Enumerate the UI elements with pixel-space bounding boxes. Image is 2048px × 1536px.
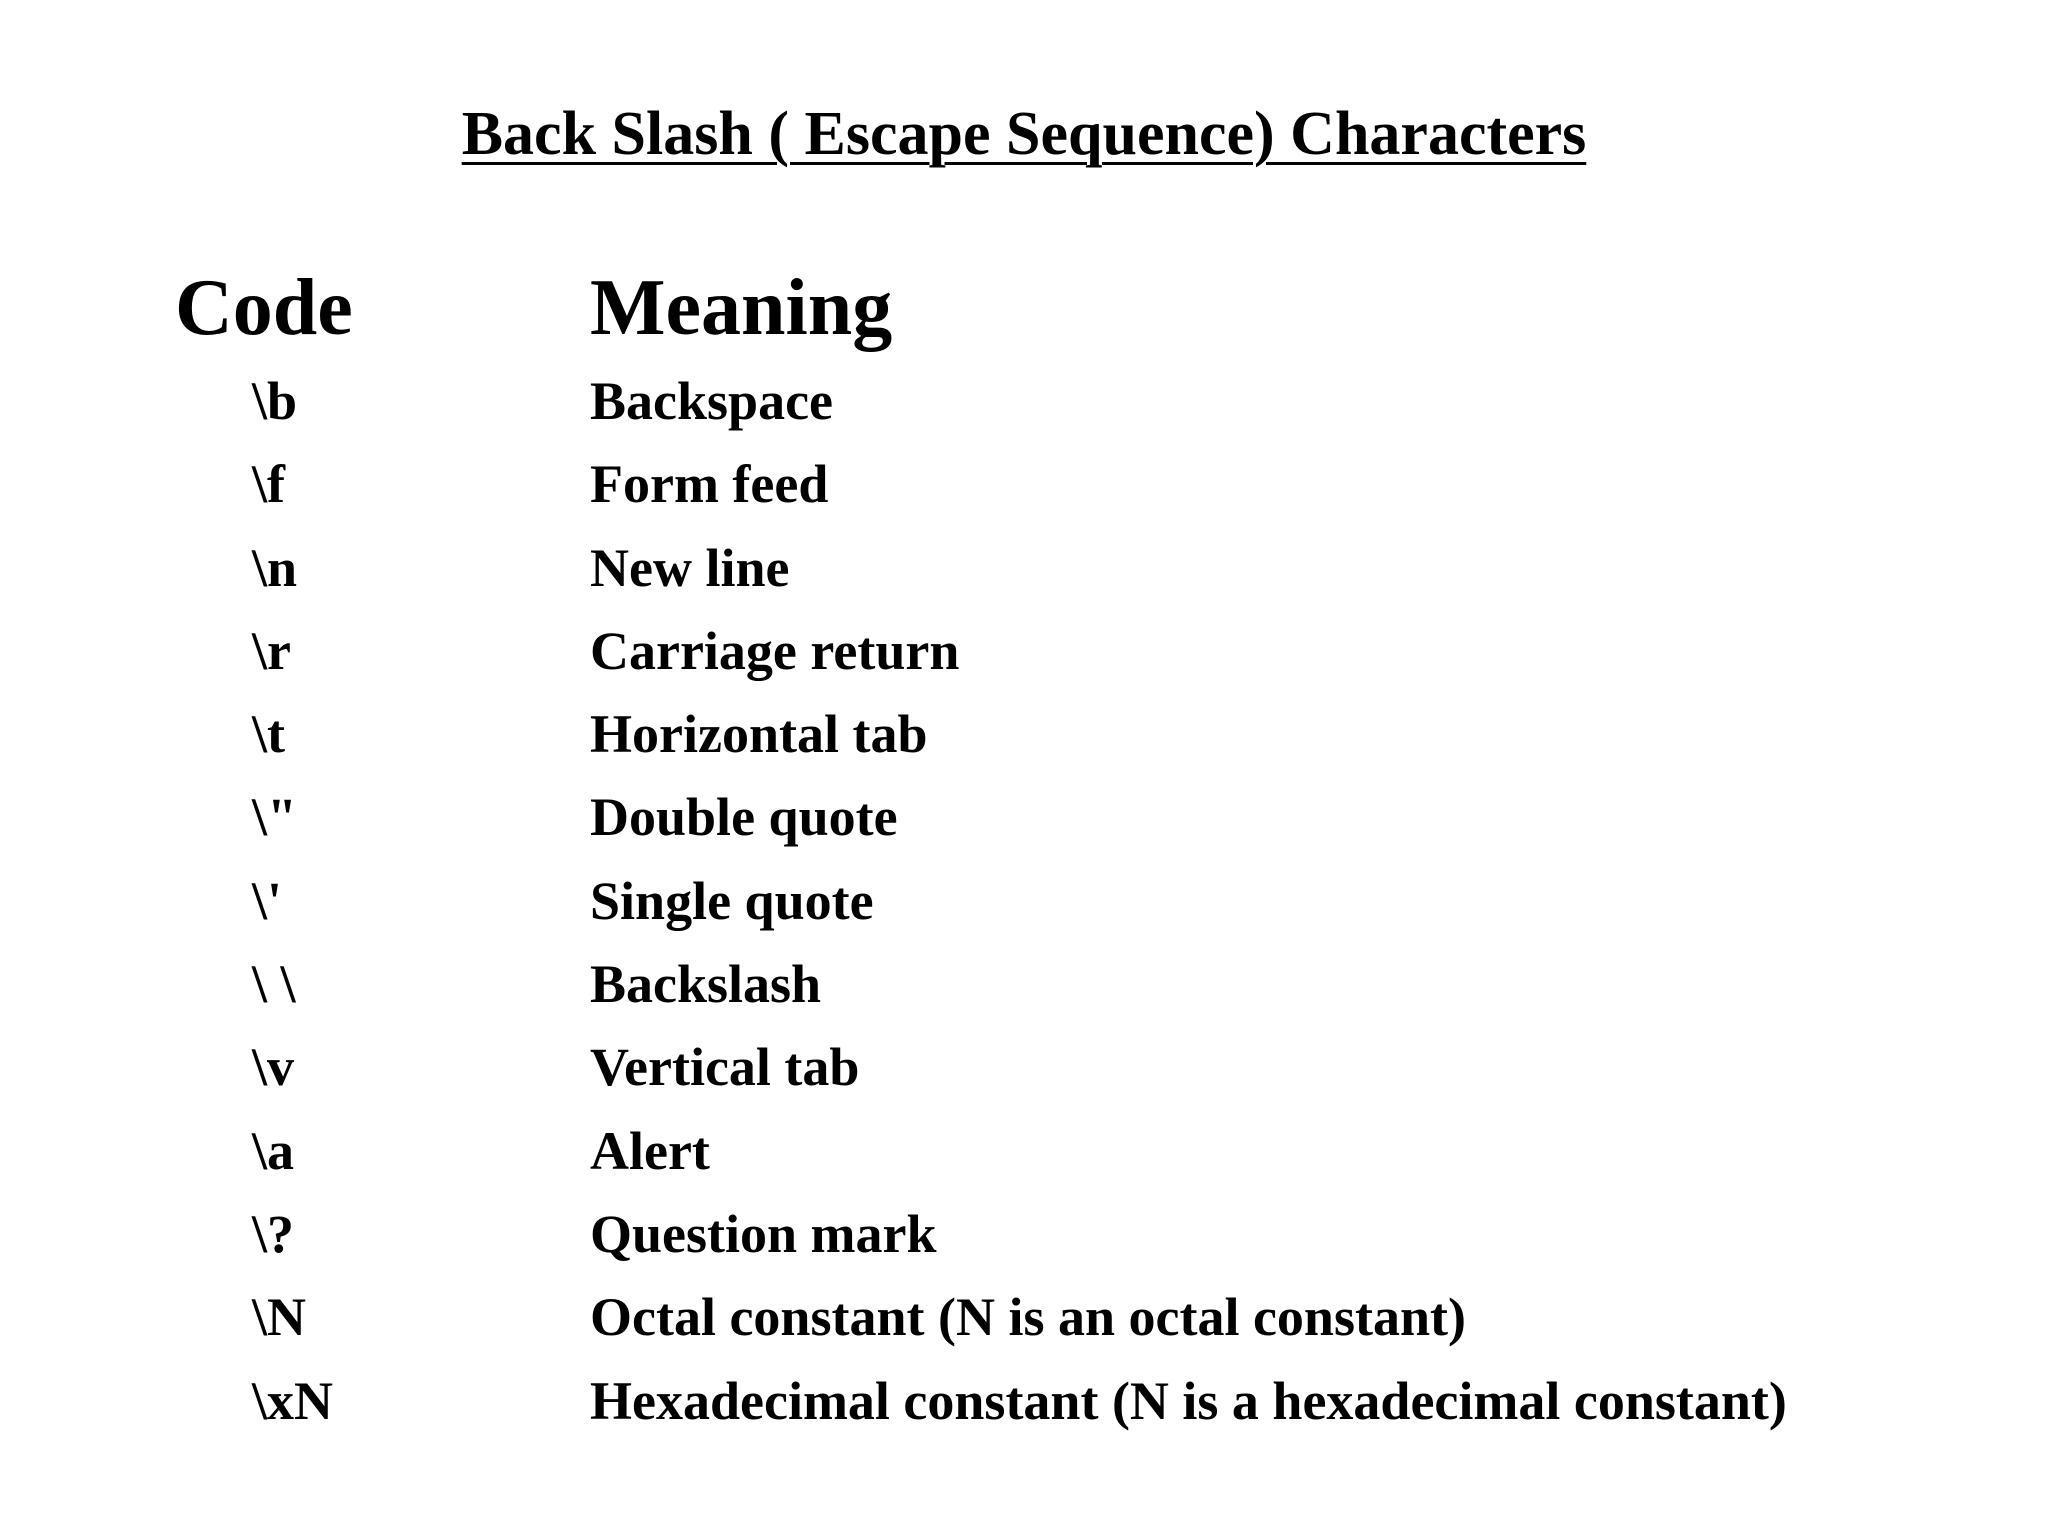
escape-code: \" bbox=[252, 787, 297, 848]
escape-meaning: Alert bbox=[590, 1120, 710, 1181]
escape-meaning: Octal constant (N is an octal constant) bbox=[590, 1287, 1466, 1348]
column-header-code: Code bbox=[175, 264, 353, 352]
escape-code: \v bbox=[252, 1037, 295, 1098]
table-row bbox=[0, 695, 2048, 778]
table-row bbox=[0, 529, 2048, 612]
escape-meaning: Single quote bbox=[590, 870, 874, 931]
escape-meaning: Carriage return bbox=[590, 620, 960, 681]
table-row bbox=[0, 945, 2048, 1028]
escape-meaning: Question mark bbox=[590, 1203, 937, 1264]
escape-code: \f bbox=[252, 454, 285, 515]
escape-code: \N bbox=[252, 1287, 306, 1348]
table-row bbox=[0, 778, 2048, 861]
escape-sequence-table bbox=[0, 362, 2048, 1445]
escape-code: \t bbox=[252, 704, 285, 765]
table-row bbox=[0, 1278, 2048, 1361]
table-row bbox=[0, 445, 2048, 528]
escape-meaning: Horizontal tab bbox=[590, 704, 928, 765]
escape-code: \r bbox=[252, 620, 291, 681]
escape-code: \xN bbox=[252, 1370, 333, 1431]
page-title: Back Slash ( Escape Sequence) Characters bbox=[461, 100, 1587, 168]
table-row bbox=[0, 862, 2048, 945]
escape-meaning: Hexadecimal constant (N is a hexadecimal constant) bbox=[590, 1370, 1787, 1431]
escape-code: \ \ bbox=[252, 954, 296, 1015]
escape-meaning: Backspace bbox=[590, 371, 833, 431]
table-row bbox=[0, 1112, 2048, 1195]
escape-meaning: Vertical tab bbox=[590, 1037, 860, 1098]
column-header-meaning: Meaning bbox=[590, 264, 893, 352]
table-header bbox=[0, 258, 2048, 358]
table-row bbox=[0, 362, 2048, 445]
escape-code: \b bbox=[252, 371, 298, 431]
escape-meaning: Backslash bbox=[590, 954, 822, 1015]
escape-code: \n bbox=[252, 537, 298, 598]
escape-code: \a bbox=[252, 1120, 295, 1181]
escape-code: \? bbox=[252, 1203, 295, 1264]
escape-meaning: New line bbox=[590, 537, 790, 598]
escape-code: \' bbox=[252, 870, 283, 931]
table-row bbox=[0, 1362, 2048, 1445]
table-row bbox=[0, 1028, 2048, 1111]
escape-meaning: Form feed bbox=[590, 454, 829, 515]
table-row bbox=[0, 1195, 2048, 1278]
table-row bbox=[0, 612, 2048, 695]
escape-meaning: Double quote bbox=[590, 787, 898, 848]
